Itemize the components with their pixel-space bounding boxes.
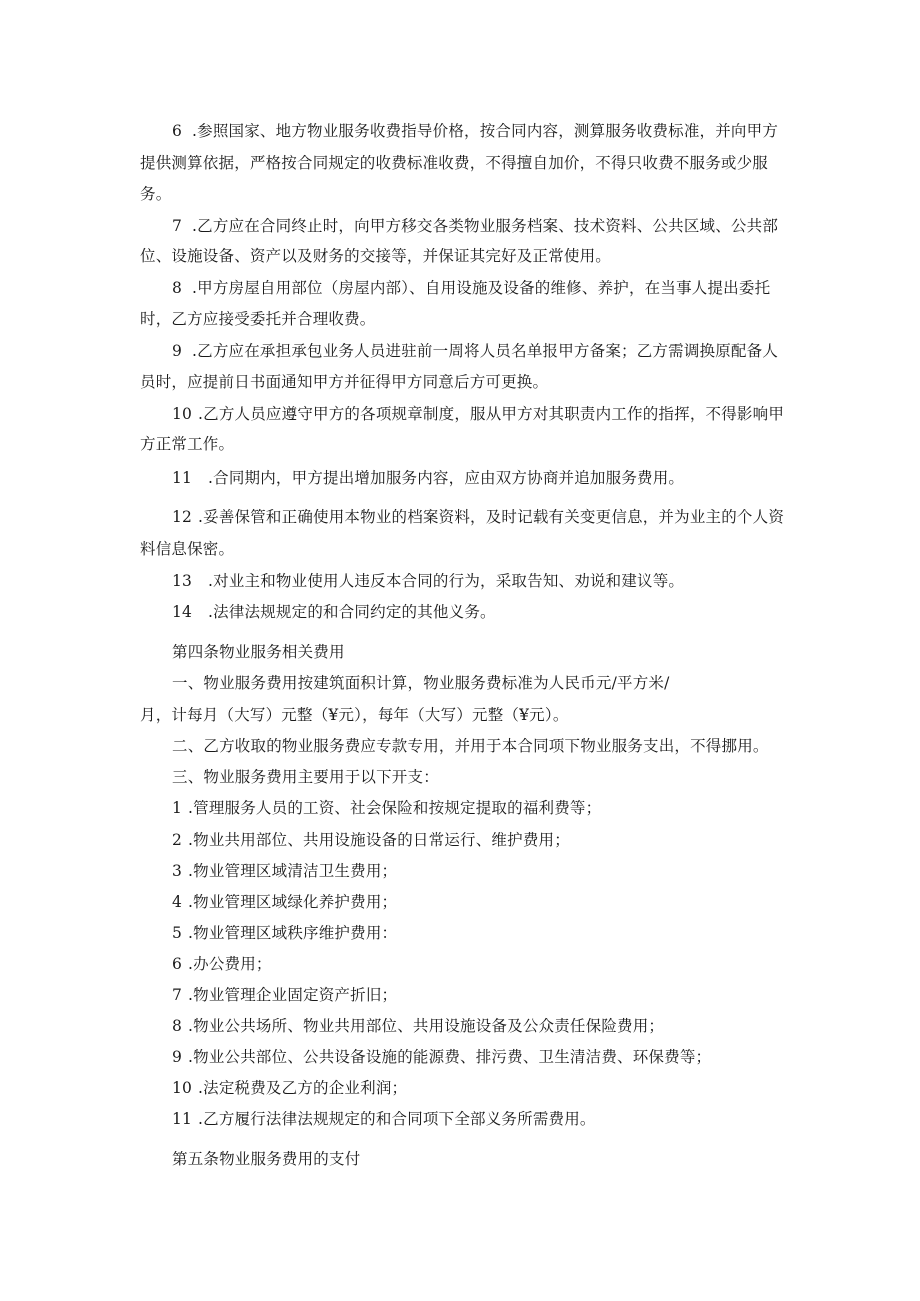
line-text: .办公费用； xyxy=(188,955,272,973)
line-text: .物业管理区域绿化养护费用； xyxy=(188,893,398,911)
item-number: 6 xyxy=(172,122,183,140)
item-number: 12 xyxy=(172,508,193,526)
item-number: 14 xyxy=(172,603,193,621)
line-text: 第五条物业服务费用的支付 xyxy=(172,1150,361,1168)
item-number: 7 xyxy=(172,217,183,235)
line-text: 员时，应提前日书面通知甲方并征得甲方同意后方可更换。 xyxy=(140,373,549,391)
line-text: .乙方应在承担承包业务人员进驻前一周将人员名单报甲方备案；乙方需调换原配备人 xyxy=(192,342,779,360)
line-text: 月，计每月（大写）元整（¥元），每年（大写）元整（¥元）。 xyxy=(140,706,569,724)
line-text: 务。 xyxy=(140,185,172,203)
item-number: 6 xyxy=(172,955,183,973)
item-number: 2 xyxy=(172,831,183,849)
line-text: 时，乙方应接受委托并合理收费。 xyxy=(140,310,376,328)
line-text: .甲方房屋自用部位（房屋内部）、自用设施及设备的维修、养护，在当事人提出委托 xyxy=(192,279,771,297)
line-text: 三、物业服务费用主要用于以下开支： xyxy=(172,768,439,786)
item-number: 4 xyxy=(172,893,183,911)
item-number: 8 xyxy=(172,279,183,297)
line-text: .法律法规规定的和合同约定的其他义务。 xyxy=(208,603,496,621)
line-text: .物业管理区域清洁卫生费用； xyxy=(188,862,398,880)
item-number: 13 xyxy=(172,572,193,590)
line-text: 方正常工作。 xyxy=(140,435,235,453)
item-number: 1 xyxy=(172,799,183,817)
line-text: .妥善保管和正确使用本物业的档案资料，及时记载有关变更信息，并为业主的个人资 xyxy=(198,508,785,526)
line-text: .物业共用部位、共用设施设备的日常运行、维护费用； xyxy=(188,831,570,849)
line-text: .乙方履行法律法规规定的和合同项下全部义务所需费用。 xyxy=(198,1110,596,1128)
line-text: .管理服务人员的工资、社会保险和按规定提取的福利费等； xyxy=(188,799,602,817)
line-text: 料信息保密。 xyxy=(140,540,235,558)
item-number: 10 xyxy=(172,405,193,423)
line-text: 一、物业服务费用按建筑面积计算，物业服务费标准为人民币元/平方米/ xyxy=(172,674,670,692)
line-text: .物业公共部位、公共设备设施的能源费、排污费、卫生清洁费、环保费等； xyxy=(188,1048,712,1066)
line-text: 第四条物业服务相关费用 xyxy=(172,643,345,661)
line-text: .乙方人员应遵守甲方的各项规章制度，服从甲方对其职责内工作的指挥，不得影响甲 xyxy=(198,405,785,423)
item-number: 9 xyxy=(172,342,183,360)
item-number: 10 xyxy=(172,1079,193,1097)
line-text: .物业公共场所、物业共用部位、共用设施设备及公众责任保险费用； xyxy=(188,1017,665,1035)
item-number: 11 xyxy=(172,1110,193,1128)
line-text: .乙方应在合同终止时，向甲方移交各类物业服务档案、技术资料、公共区域、公共部 xyxy=(192,217,779,235)
item-number: 9 xyxy=(172,1048,183,1066)
line-text: .参照国家、地方物业服务收费指导价格，按合同内容，测算服务收费标准，并向甲方 xyxy=(192,122,779,140)
line-text: 位、设施设备、资产以及财务的交接等，并保证其完好及正常使用。 xyxy=(140,247,612,265)
line-text: 提供测算依据，严格按合同规定的收费标准收费，不得擅自加价，不得只收费不服务或少服 xyxy=(140,154,769,172)
item-number: 8 xyxy=(172,1017,183,1035)
line-text: .法定税费及乙方的企业利润； xyxy=(198,1079,408,1097)
line-text: .对业主和物业使用人违反本合同的行为，采取告知、劝说和建议等。 xyxy=(208,572,685,590)
item-number: 7 xyxy=(172,986,183,1004)
line-text: .合同期内，甲方提出增加服务内容，应由双方协商并追加服务费用。 xyxy=(208,469,685,487)
line-text: 二、乙方收取的物业服务费应专款专用，并用于本合同项下物业服务支出，不得挪用。 xyxy=(172,737,769,755)
line-text: .物业管理企业固定资产折旧； xyxy=(188,986,398,1004)
item-number: 11 xyxy=(172,469,193,487)
item-number: 5 xyxy=(172,924,183,942)
item-number: 3 xyxy=(172,862,183,880)
line-text: .物业管理区域秩序维护费用： xyxy=(188,924,398,942)
